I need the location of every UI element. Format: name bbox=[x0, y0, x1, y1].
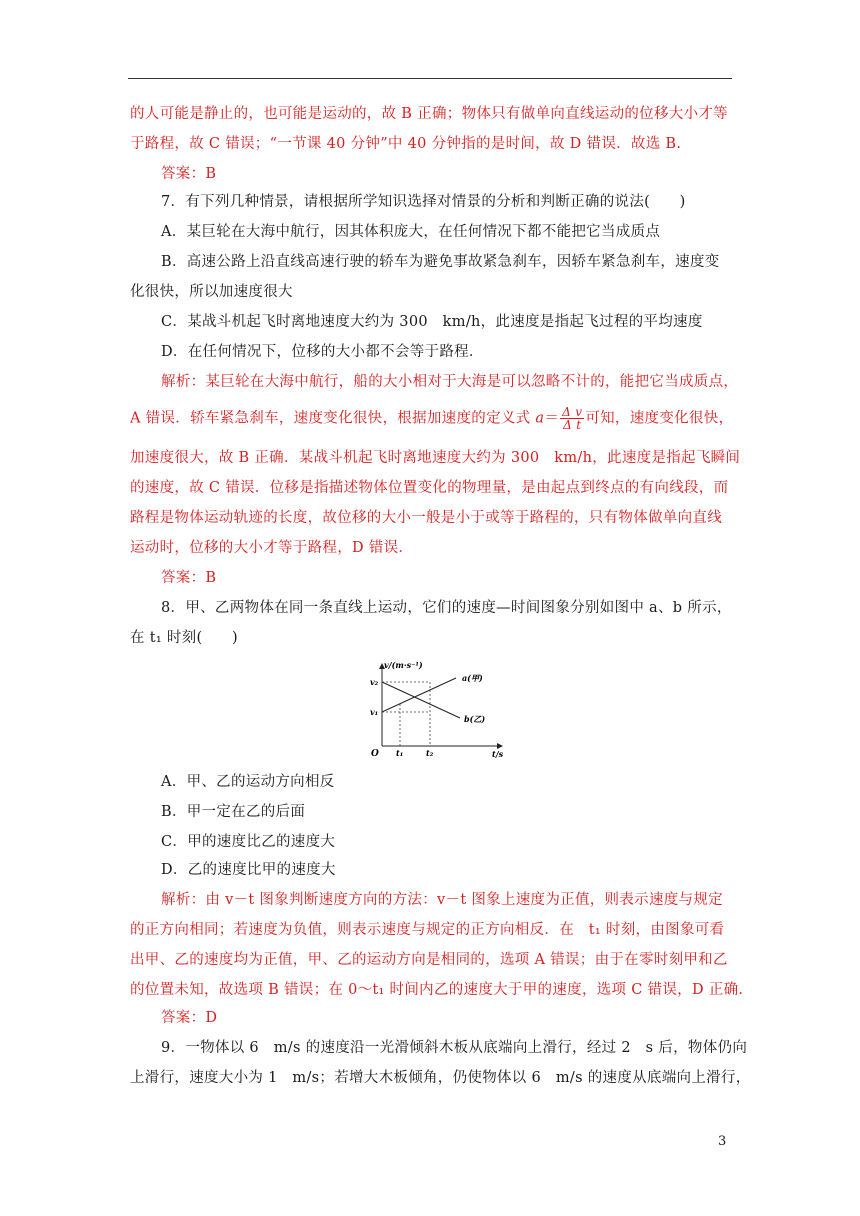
v2-label: v₂ bbox=[370, 677, 379, 687]
question-line: 9．一物体以 6 m/s 的速度沿一光滑倾斜木板从底端向上滑行，经过 2 s 后，物体仍向 bbox=[161, 1040, 748, 1056]
option-line: B．高速公路上沿直线高速行驶的轿车为避免事故紧急刹车，因轿车紧急刹车，速度变 bbox=[161, 254, 720, 270]
answer-line: 答案：B bbox=[161, 570, 217, 586]
option-line: 化很快，所以加速度很大 bbox=[130, 284, 293, 300]
option-line: D．乙的速度比甲的速度大 bbox=[161, 862, 336, 878]
analysis-line: 解析：某巨轮在大海中航行，船的大小相对于大海是可以忽略不计的，能把它当成质点， bbox=[161, 374, 739, 390]
answer-line: 答案：B bbox=[161, 166, 217, 182]
analysis-line: 的速度，故 C 错误．位移是指描述物体位置变化的物理量，是由起点到终点的有向线段，而 bbox=[130, 480, 729, 496]
fraction-numerator: Δ v bbox=[562, 405, 583, 419]
analysis-line: 出甲、乙的速度均为正值，甲、乙的运动方向是相同的，选项 A 错误；由于在零时刻甲和乙 bbox=[130, 952, 728, 968]
v1-label: v₁ bbox=[370, 707, 379, 717]
answer-line: 答案：D bbox=[161, 1010, 218, 1026]
formula-variable: a bbox=[535, 410, 545, 427]
formula-equals: ＝ bbox=[544, 410, 560, 427]
option-line: A．某巨轮在大海中航行，因其体积庞大，在任何情况下都不能把它当成质点 bbox=[161, 224, 661, 240]
velocity-time-graph bbox=[368, 660, 508, 760]
t1-label: t₁ bbox=[396, 748, 404, 758]
page-number: 3 bbox=[718, 1134, 727, 1149]
analysis-line: 加速度很大，故 B 正确．某战斗机起飞时离地速度大约为 300 km/h，此速度是指起飞瞬间 bbox=[130, 450, 741, 466]
question-line: 在 t₁ 时刻( ) bbox=[130, 630, 238, 646]
line-b bbox=[382, 682, 460, 718]
t2-label: t₂ bbox=[426, 748, 434, 758]
option-line: C．某战斗机起飞时离地速度大约为 300 km/h，此速度是指起飞过程的平均速度 bbox=[161, 314, 703, 330]
y-axis-label: v/(m·s⁻¹) bbox=[384, 660, 423, 670]
analysis-line: 运动时，位移的大小才等于路程，D 错误． bbox=[130, 540, 414, 556]
analysis-line: 的正方向相同；若速度为负值，则表示速度与规定的正方向相反．在 t₁ 时刻，由图象可看 bbox=[130, 922, 725, 938]
fraction-denominator: Δ t bbox=[563, 418, 582, 432]
option-line: A．甲、乙的运动方向相反 bbox=[161, 774, 335, 790]
formula-fraction bbox=[560, 406, 584, 431]
x-axis-label: t/s bbox=[492, 749, 504, 759]
option-line: B．甲一定在乙的后面 bbox=[161, 804, 306, 820]
question-line: 8．甲、乙两物体在同一条直线上运动，它们的速度—时间图象分别如图中 a、b 所示， bbox=[161, 600, 732, 616]
question-line: 上滑行，速度大小为 1 m/s；若增大木板倾角，仍使物体以 6 m/s 的速度从底端向上滑行， bbox=[130, 1070, 751, 1086]
text-line: 的人可能是静止的，也可能是运动的，故 B 正确；物体只有做单向直线运动的位移大小才等 bbox=[130, 106, 728, 122]
option-line: D．在任何情况下，位移的大小都不会等于路程． bbox=[161, 344, 484, 360]
header-rule bbox=[128, 78, 732, 79]
analysis-text: 可知，速度变化很快， bbox=[585, 410, 734, 427]
line-a-label: a(甲) bbox=[462, 673, 483, 683]
analysis-line: 路程是物体运动轨迹的长度，故位移的大小一般是小于或等于路程的，只有物体做单向直线 bbox=[130, 510, 722, 526]
option-line: C．甲的速度比乙的速度大 bbox=[161, 834, 336, 850]
analysis-line-formula bbox=[130, 406, 733, 431]
analysis-line: 解析：由 v－t 图象判断速度方向的方法：v－t 图象上速度为正值，则表示速度与规定 bbox=[161, 892, 723, 908]
analysis-line: 的位置未知，故选项 B 错误；在 0～t₁ 时间内乙的速度大于甲的速度，选项 C 错误，D 正确. bbox=[130, 982, 744, 998]
origin-label: O bbox=[371, 749, 379, 759]
line-b-label: b(乙) bbox=[464, 714, 486, 724]
line-a bbox=[382, 678, 456, 712]
question-line: 7．有下列几种情景，请根据所学知识选择对情景的分析和判断正确的说法( ) bbox=[161, 194, 686, 210]
text-line: 于路程，故 C 错误；“一节课 40 分钟”中 40 分钟指的是时间，故 D 错误．故选 B. bbox=[130, 136, 682, 152]
analysis-text: A 错误．轿车紧急刹车，速度变化很快，根据加速度的定义式 bbox=[130, 410, 536, 427]
